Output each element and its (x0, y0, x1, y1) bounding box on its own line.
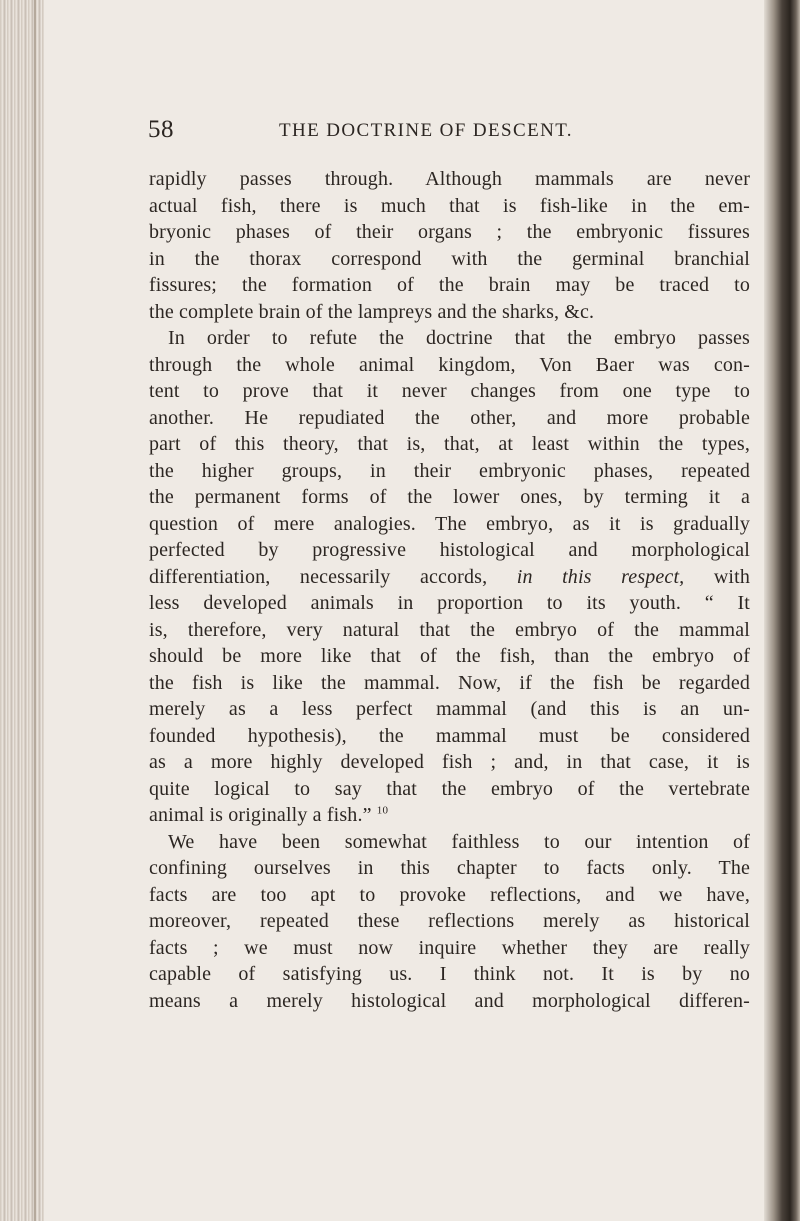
text-line: through the whole animal kingdom, Von Baer was con- (149, 353, 750, 376)
page-left-edge (0, 0, 44, 1221)
text-line: moreover, repeated these reflections merely as historical (149, 910, 750, 932)
page-right-edge-shadow (764, 0, 800, 1221)
text-line: facts ; we must now inquire whether they are really (149, 936, 750, 959)
text-line: the permanent forms of the lower ones, by terming it a (149, 486, 750, 508)
text-line: bryonic phases of their organs ; the embryonic fissures (149, 221, 750, 243)
text-line: part of this theory, that is, that, at least within the types, (149, 433, 750, 455)
text-line: capable of satisfying us. I think not. It is by no (149, 963, 750, 985)
text-line: in the thorax correspond with the germinal branchial (149, 247, 750, 270)
text-segment: animal is originally a fish.” (149, 804, 372, 826)
text-line: facts are too apt to provoke reflections, and we have, (149, 883, 750, 906)
text-line: quite logical to say that the embryo of the vertebrate (149, 777, 750, 800)
text-line: merely as a less perfect mammal (and this is an un- (149, 698, 750, 720)
text-line: the higher groups, in their embryonic phases, repeated (149, 459, 750, 482)
text-line: perfected by progressive histological and morphological (149, 539, 750, 561)
text-line-with-footnote (149, 802, 750, 829)
text-line: less developed animals in proportion to its youth. “ It (149, 592, 750, 614)
text-line: tent to prove that it never changes from one type to (149, 380, 750, 402)
text-line: We have been somewhat faithless to our intention of (168, 830, 750, 853)
text-line: founded hypothesis), the mammal must be considered (149, 724, 750, 747)
text-line: as a more highly developed fish ; and, in that case, it is (149, 751, 750, 773)
text-line: another. He repudiated the other, and more probable (149, 406, 750, 429)
text-line: rapidly passes through. Although mammals are never (149, 168, 750, 190)
text-line: should be more like that of the fish, than the embryo of (149, 645, 750, 667)
footnote-marker: 10 (376, 804, 389, 817)
text-line: In order to refute the doctrine that the embryo passes (168, 327, 750, 349)
gutter-line (34, 0, 36, 1221)
text-line: the complete brain of the lampreys and the sharks, &c. (149, 300, 595, 323)
text-line: fissures; the formation of the brain may be traced to (149, 274, 750, 296)
text-line-mixed (149, 564, 750, 591)
text-line: actual fish, there is much that is fish-like in the em- (149, 194, 750, 217)
running-head (148, 116, 708, 148)
text-segment: differentiation, necessarily accords, (149, 565, 488, 588)
text-line: confining ourselves in this chapter to facts only. The (149, 857, 750, 879)
text-line: means a merely histological and morphological differen- (149, 989, 750, 1012)
text-line: is, therefore, very natural that the embryo of the mammal (149, 618, 750, 641)
running-title: THE DOCTRINE OF DESCENT. (279, 120, 573, 141)
italic-phrase: in this respect, (516, 565, 685, 588)
text-line: question of mere analogies. The embryo, as it is gradually (149, 512, 750, 535)
body-text (149, 166, 750, 1014)
text-line: the fish is like the mammal. Now, if the fish be regarded (149, 671, 750, 694)
text-segment: with (713, 565, 750, 588)
page-number: 58 (148, 116, 174, 143)
